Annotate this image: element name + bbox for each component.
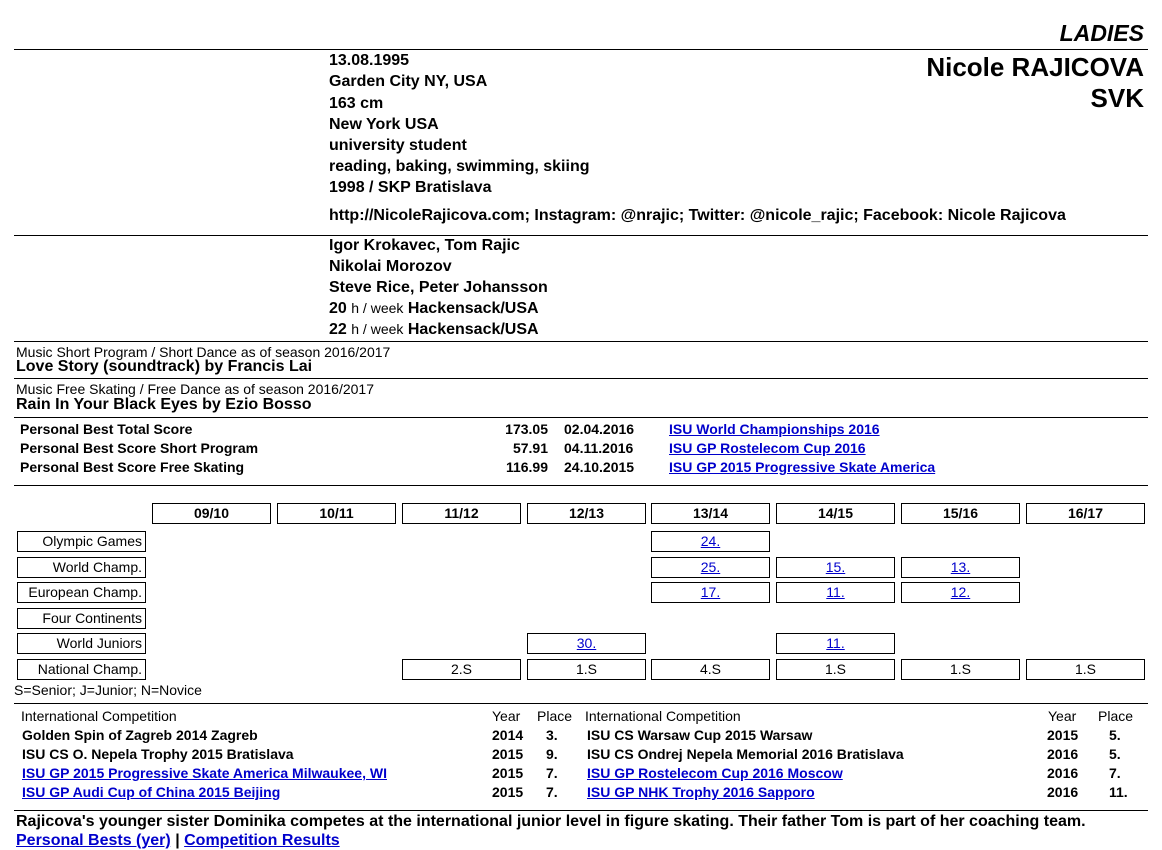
info-value	[329, 300, 539, 318]
competition-link[interactable]: ISU GP NHK Trophy 2016 Sapporo	[587, 784, 815, 800]
competition-link[interactable]: ISU GP 2015 Progressive Skate America Milwaukee, WI	[22, 765, 387, 781]
pb-row-short	[20, 440, 1140, 459]
music-free-label: Music Free Skating / Free Dance as of season 2016/2017	[16, 381, 374, 397]
result-value: 1.S	[949, 661, 971, 677]
pb-score: 116.99	[505, 459, 548, 475]
competition-place: 7.	[546, 784, 558, 800]
result-link[interactable]: 15.	[825, 559, 846, 575]
pb-event-link[interactable]: ISU GP 2015 Progressive Skate America	[669, 459, 936, 475]
result-cell	[776, 633, 895, 654]
competition-place: 7.	[1109, 765, 1121, 781]
info-value: 1998 / SKP Bratislava	[329, 179, 492, 196]
skater-name-block	[926, 52, 1144, 114]
practice-unit: h / week	[351, 300, 404, 316]
competition-place: 5.	[1109, 746, 1121, 762]
season-header: 15/16	[901, 503, 1020, 524]
comp-header-place: Place	[537, 708, 573, 724]
info-value: Igor Krokavec, Tom Rajic	[329, 237, 520, 254]
comp-header-year: Year	[492, 708, 521, 724]
practice-place: Hackensack/USA	[407, 321, 539, 338]
info-value: Steve Rice, Peter Johansson	[329, 279, 548, 296]
season-header: 13/14	[651, 503, 770, 524]
competition-year: 2015	[492, 746, 524, 762]
personal-bests-link[interactable]: Personal Bests (yer)	[16, 832, 171, 849]
competition-name: ISU CS Ondrej Nepela Memorial 2016 Bratislava	[587, 746, 904, 762]
divider	[14, 485, 1148, 486]
result-value: 4.S	[699, 661, 721, 677]
season-header: 10/11	[277, 503, 396, 524]
competition-place: 7.	[546, 765, 558, 781]
pb-label: Personal Best Score Short Program	[20, 440, 259, 456]
season-header: 11/12	[402, 503, 521, 524]
result-cell	[527, 633, 646, 654]
info-value: 13.08.1995	[329, 52, 410, 69]
comp-header-place: Place	[1098, 708, 1134, 724]
competition-name: ISU CS O. Nepela Trophy 2015 Bratislava	[22, 746, 294, 762]
event-label: National Champ.	[17, 659, 146, 680]
pb-date: 24.10.2015	[564, 459, 635, 475]
result-cell	[776, 659, 895, 680]
divider	[14, 810, 1148, 811]
result-cell	[901, 659, 1020, 680]
result-value: 1.S	[575, 661, 597, 677]
divider	[14, 49, 1148, 50]
result-value: 1.S	[1074, 661, 1096, 677]
result-cell	[776, 557, 895, 578]
competition-year: 2015	[492, 765, 524, 781]
music-short-title: Love Story (soundtrack) by Francis Lai	[16, 358, 313, 375]
season-header: 12/13	[527, 503, 646, 524]
season-header: 09/10	[152, 503, 271, 524]
pb-event-link[interactable]: ISU GP Rostelecom Cup 2016	[669, 440, 866, 456]
result-link[interactable]: 11.	[826, 584, 845, 600]
pb-score: 57.91	[512, 440, 548, 456]
competition-results-link[interactable]: Competition Results	[184, 832, 340, 849]
result-cell	[527, 659, 646, 680]
results-legend: S=Senior; J=Junior; N=Novice	[14, 682, 202, 698]
info-value: Garden City NY, USA	[329, 73, 488, 90]
pb-row-free	[20, 459, 1140, 478]
divider	[14, 417, 1148, 418]
competition-name: Golden Spin of Zagreb 2014 Zagreb	[22, 727, 258, 743]
competition-place: 9.	[546, 746, 558, 762]
skater-country: SVK	[1090, 83, 1144, 113]
info-value: university student	[329, 137, 467, 154]
result-link[interactable]: 11.	[826, 635, 845, 651]
info-value: http://NicoleRajicova.com; Instagram: @nrajic; Twitter: @nicole_rajic; Facebook: Nicole Rajicova	[329, 207, 1066, 224]
info-value: reading, baking, swimming, skiing	[329, 158, 590, 175]
pb-row-total	[20, 421, 1140, 440]
bio-note: Rajicova's younger sister Dominika competes at the international junior level in figure skating. Their father Tom is part of her coaching team.	[16, 813, 1086, 830]
competition-link[interactable]: ISU GP Rostelecom Cup 2016 Moscow	[587, 765, 843, 781]
season-header: 16/17	[1026, 503, 1145, 524]
result-link[interactable]: 12.	[950, 584, 971, 600]
practice-hours: 20	[329, 300, 347, 317]
comp-header-year: Year	[1048, 708, 1077, 724]
event-label: World Juniors	[17, 633, 146, 654]
competition-name: ISU CS Warsaw Cup 2015 Warsaw	[587, 727, 813, 743]
result-value: 1.S	[824, 661, 846, 677]
competition-place: 11.	[1109, 784, 1128, 800]
divider	[14, 378, 1148, 379]
result-cell	[1026, 659, 1145, 680]
pb-event-link[interactable]: ISU World Championships 2016	[669, 421, 880, 437]
info-value: Nikolai Morozov	[329, 258, 452, 275]
competition-place: 3.	[546, 727, 558, 743]
result-cell	[402, 659, 521, 680]
info-value: 163 cm	[329, 95, 384, 112]
result-cell	[651, 531, 770, 552]
competition-year: 2016	[1047, 784, 1079, 800]
divider	[14, 341, 1148, 342]
pb-label: Personal Best Total Score	[20, 421, 193, 437]
competition-link[interactable]: ISU GP Audi Cup of China 2015 Beijing	[22, 784, 281, 800]
result-cell	[901, 557, 1020, 578]
pb-score: 173.05	[505, 421, 548, 437]
competition-place: 5.	[1109, 727, 1121, 743]
comp-header-name: International Competition	[21, 708, 177, 724]
music-short-label: Music Short Program / Short Dance as of season 2016/2017	[16, 344, 391, 360]
event-label: World Champ.	[17, 557, 146, 578]
result-link[interactable]: 30.	[576, 635, 597, 651]
info-value: New York USA	[329, 116, 439, 133]
result-cell	[901, 582, 1020, 603]
pb-date: 04.11.2016	[564, 440, 634, 456]
result-value: 2.S	[450, 661, 472, 677]
competition-year: 2014	[492, 727, 524, 743]
result-link[interactable]: 13.	[950, 559, 971, 575]
result-link[interactable]: 25.	[700, 559, 721, 575]
result-link[interactable]: 17.	[700, 584, 721, 600]
event-label: Four Continents	[17, 608, 146, 629]
event-label: Olympic Games	[17, 531, 146, 552]
competition-year: 2015	[492, 784, 524, 800]
comp-header-name: International Competition	[585, 708, 741, 724]
practice-place: Hackensack/USA	[407, 300, 539, 317]
divider	[14, 235, 1148, 236]
result-cell	[651, 582, 770, 603]
footer-links	[16, 832, 340, 850]
pb-label: Personal Best Score Free Skating	[20, 459, 245, 475]
result-cell	[776, 582, 895, 603]
competition-year: 2015	[1047, 727, 1079, 743]
event-label: European Champ.	[17, 582, 146, 603]
category-title: LADIES	[1059, 20, 1144, 46]
competition-year: 2016	[1047, 765, 1079, 781]
divider	[14, 703, 1148, 704]
result-link[interactable]: 24.	[700, 533, 721, 549]
practice-unit: h / week	[351, 321, 404, 337]
footer-separator: |	[175, 832, 180, 849]
music-free-title: Rain In Your Black Eyes by Ezio Bosso	[16, 396, 312, 413]
result-cell	[651, 659, 770, 680]
pb-date: 02.04.2016	[564, 421, 635, 437]
season-header: 14/15	[776, 503, 895, 524]
practice-hours: 22	[329, 321, 347, 338]
result-cell	[651, 557, 770, 578]
info-value	[329, 321, 539, 339]
competition-year: 2016	[1047, 746, 1079, 762]
skater-name: Nicole RAJICOVA	[926, 52, 1144, 82]
